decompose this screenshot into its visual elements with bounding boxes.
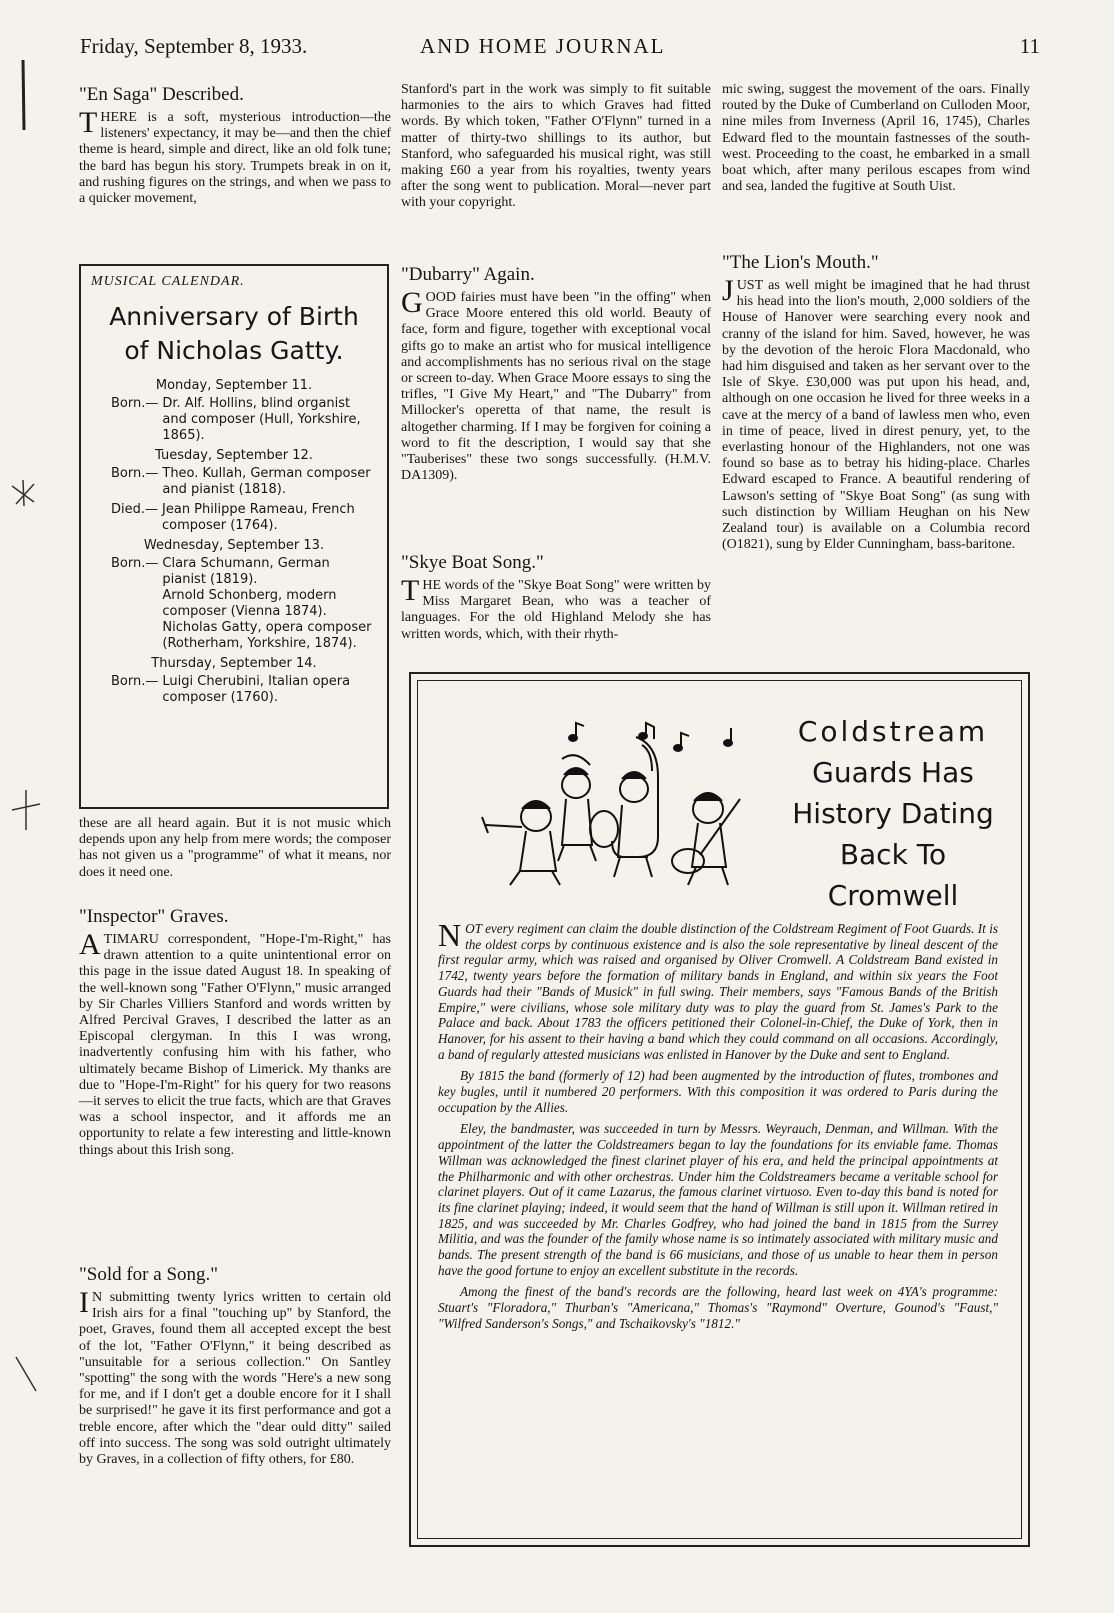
calendar-entry (111, 502, 377, 534)
margin-mark-star (8, 478, 38, 508)
entry-line: Luigi Cherubini, Italian opera composer (1760). (162, 674, 351, 705)
entry-line: Arnold Schonberg, modern composer (Vienna 1874). (162, 588, 337, 619)
article-paragraph: By 1815 the band (formerly of 12) had been augmented by the introduction of flutes, trombones and key bugles, until it numbered 20 performers. With this composition it was ordered to Paris during the occupation by the Allies. (438, 1068, 998, 1115)
calendar-title-line2: of Nicholas Gatty. (124, 336, 344, 365)
header-journal: AND HOME JOURNAL (420, 34, 666, 58)
skye-continued: mic swing, suggest the movement of the oars. Finally routed by the Duke of Cumberland on Culloden Moor, nine miles from Inverness (April 16, 1745), Charles Edward fled to the mountain fastnesses of the south-west. Proceeding to the coast, he embarked in a small boat which, after many perilous escapes from wind and sea, landed the fugitive at South Uist. (722, 82, 1030, 195)
margin-mark-top (18, 60, 28, 130)
article-paragraph: NOT every regiment can claim the double distinction of the Coldstream Regiment of Foot Guards. It is the oldest corps by continuous existence and is also the sole representative by lineal descent of the first regular army, which was raised and organised by Oliver Cromwell. A Coldstream Band existed in 1742, twenty years before the formation of military bands in England, and within six years the Foot Guards had their "Bands of Musick" in full swing. Their members, says "Famous Bands of the British Empire," were civilians, whose sole military duty was to play the guard from St. James's Park to the Palace and back. About 1783 the officers petitioned their Colonel-in-Chief, the Duke of York, then in Hanover, for his assent to their having a band which they could command on all occasions. Accordingly, a band of regularly attested musicians was enlisted in Hanover by the Duke and sent to England. (438, 917, 998, 1062)
header-date: Friday, September 8, 1933. (80, 34, 308, 58)
entry-label: Born.— (111, 556, 159, 571)
headline-line: Cromwell (827, 879, 959, 912)
stanford-continued: Stanford's part in the work was simply to fit suitable harmonies to the airs to which Graves had fitted words. By which token, "Father O'Flynn" turned in a matter of thirty-two shillings to its author, but Stanford, who safeguarded his musical right, was still making £60 a year from his royalties, twenty years after the song went to publication. Moral—never part with your copyright. (401, 82, 711, 211)
calendar-day: Wednesday, September 13. (143, 538, 325, 553)
entry-label: Died.— (111, 502, 159, 517)
lion-text: JUST as well might be imagined that he had thrust his head into the lion's mouth, 2,000 soldiers of the House of Hanover were searching every nook and cranny of the island for him. Saved, however, he was by the devotion of the heroic Flora Macdonald, who had him disguised and taken as her servant over to the Isle of Skye. £30,000 was put upon his head, and, although on one occasion he lived for three weeks in a cave at the mercy of a band of lawless men who, even in time of peace, lived in direst penury, yet, to the everlasting honour of the Highlanders, not one was found so base as to betray his hiding-place. Charles Edward escaped to France. A beautiful rendering of Lawson's setting of "Skye Boat Song" (as sung with such distinction by William Heughan on his New Zealand tour) is available on a Columbia record (O1821), sung by Elder Cunningham, bass-baritone. (722, 274, 1030, 553)
sold-text: IN submitting twenty lyrics written to certain old Irish airs for a final "touching up" by Stanford, the poet, Graves, found them all accepted except the best of the lot, "Father O'Flynn," it being described as "unsuitable for a serious collection." On Santley "spotting" the song with the words "Here's a new song for me, and if I don't get a double encore for it I shall be surprised!" he gave it its first performance and got a treble encore, after which the "dear ould ditty" sailed off into success. The song was sold outright ultimately by Graves, in a collection of fifty others, for £80. (79, 1286, 391, 1468)
header-page-number: 11 (1019, 34, 1040, 58)
calendar-entry (111, 674, 377, 706)
lion-heading: "The Lion's Mouth." (722, 252, 879, 273)
calendar-entry (111, 466, 377, 498)
inspector-heading: "Inspector" Graves. (79, 906, 229, 927)
calendar-day: Monday, September 11. (155, 378, 313, 393)
entry-label: Born.— (111, 466, 159, 481)
entry-line: Clara Schumann, German pianist (1819). (162, 556, 330, 587)
musical-calendar-box (79, 264, 389, 809)
entry-line: Nicholas Gatty, opera composer (Rotherham, Yorkshire, 1874). (162, 620, 372, 651)
coldstream-headline (758, 711, 1028, 916)
calendar-entry (111, 396, 377, 444)
dubarry-section (401, 264, 711, 484)
sold-section (79, 1264, 391, 1468)
coldstream-article (438, 917, 998, 1338)
entry-label: Born.— (111, 674, 159, 689)
skye-section (401, 552, 711, 643)
entry-line: Jean Philippe Rameau, French composer (1764). (162, 502, 355, 533)
band-musicians-illustration-icon (456, 717, 761, 897)
en-saga-continued: these are all heard again. But it is not music which depends upon any help from mere words; the composer has not given us a "programme" of what it means, nor does it need one. (79, 816, 391, 880)
entry-line: Dr. Alf. Hollins, blind organist and composer (Hull, Yorkshire, 1865). (162, 396, 361, 443)
coldstream-inner-frame (417, 680, 1022, 1539)
article-paragraph: Eley, the bandmaster, was succeeded in turn by Messrs. Weyrauch, Denman, and Willman. With the appointment of the latter the Coldstreamers began to lay the foundations for its enviable fame. Thomas Willman was acknowledged the finest clarinet player of his era, and held the principal appointments at the Philharmonic and with other orchestras. Under him the Coldstreamers became a veritable school for clarinet players. Out of it came Lazarus, the famous clarinet virtuoso. Even to-day this band is noted for its fine clarinet playing; indeed, it would seem that the hand of Willman is still upon it. Willman retired in 1825, and was succeeded by Mr. Charles Godfrey, who had joined the band in 1815 from the Surrey Militia, and was the founder of the family whose name is so intimately associated with military music and bands. The present strength of the band is 66 musicians, and those of us unable to hear them in person have the good fortune to enjoy an excellent substitute in the records. (438, 1121, 998, 1278)
dubarry-text: GOOD fairies must have been "in the offing" when Grace Moore entered this old world. Beauty of face, form and figure, together with exceptional vocal gifts go to make an artist who for musical intelligence and accomplishments has no serious rival on the stage or screen to-day. When Grace Moore essays to sing the trifles, "I Give My Heart," and "The Dubarry" from Millocker's operetta of that name, the result is altogether charming. If I may be forgiven for coining a word to fit the description, I would say that she "Tauberises" these two songs successfully. (H.M.V. DA1309). (401, 286, 711, 484)
calendar-day: Tuesday, September 12. (155, 448, 313, 463)
en-saga-text: THERE is a soft, mysterious introduction—the listeners' expectancy, it may be—and then the chief theme is heard, simple and direct, like an old folk tune; the bard has begun his story. Trumpets break in on it, and rushing figures on the strings, and when we pass to a quicker movement, (79, 106, 391, 207)
headline-line: Guards Has (812, 756, 974, 789)
calendar-entry (111, 556, 377, 652)
entry-line: Theo. Kullah, German composer and pianist (1818). (162, 466, 371, 497)
article-paragraph: Among the finest of the band's records are the following, heard last week on 4YA's programme: Stuart's "Floradora," Thurban's "Americana," Thomas's "Raymond" Overture, Gounod's "Faust," "Wilfred Sanderson's Songs," and Tschaikovsky's "1812." (438, 1284, 998, 1331)
dubarry-heading: "Dubarry" Again. (401, 264, 535, 285)
headline-line: History Dating (792, 797, 994, 830)
coldstream-feature-box (409, 672, 1030, 1547)
calendar-label: MUSICAL CALENDAR. (91, 274, 245, 289)
lion-section (722, 252, 1030, 553)
en-saga-section (79, 84, 391, 207)
inspector-section (79, 906, 391, 1159)
en-saga-heading: "En Saga" Described. (79, 84, 244, 105)
page-header (80, 34, 1040, 64)
entry-label: Born.— (111, 396, 159, 411)
calendar-title-line1: Anniversary of Birth (109, 302, 359, 331)
sold-heading: "Sold for a Song." (79, 1264, 219, 1285)
headline-line: Back To (839, 838, 947, 871)
calendar-day: Thursday, September 14. (151, 656, 317, 671)
headline-line: Coldstream (797, 715, 989, 748)
inspector-text: ATIMARU correspondent, "Hope-I'm-Right," has drawn attention to a quite unintentional error on this page in the issue dated August 18. In speaking of the well-known song "Father O'Flynn," music arranged by Sir Charles Villiers Stanford and words written by Alfred Percival Graves, I described the latter as an Episcopal clergyman. In this I was wrong, inadvertently confusing him with his father, who ultimately became Bishop of Limerick. My thanks are due to "Hope-I'm-Right" for his query for two reasons—it serves to elicit the true facts, which are that Graves was a school inspector, and it affords me an opportunity to relate a few interesting and little-known things about this Irish song. (79, 928, 391, 1158)
skye-text: THE words of the "Skye Boat Song" were written by Miss Margaret Bean, who was a teacher of languages. For the old Highland Melody she has written words, which, with their rhyth- (401, 574, 711, 642)
margin-mark-mid (6, 790, 46, 830)
margin-mark-low (10, 1355, 40, 1395)
calendar-title (91, 300, 377, 368)
skye-heading: "Skye Boat Song." (401, 552, 544, 573)
